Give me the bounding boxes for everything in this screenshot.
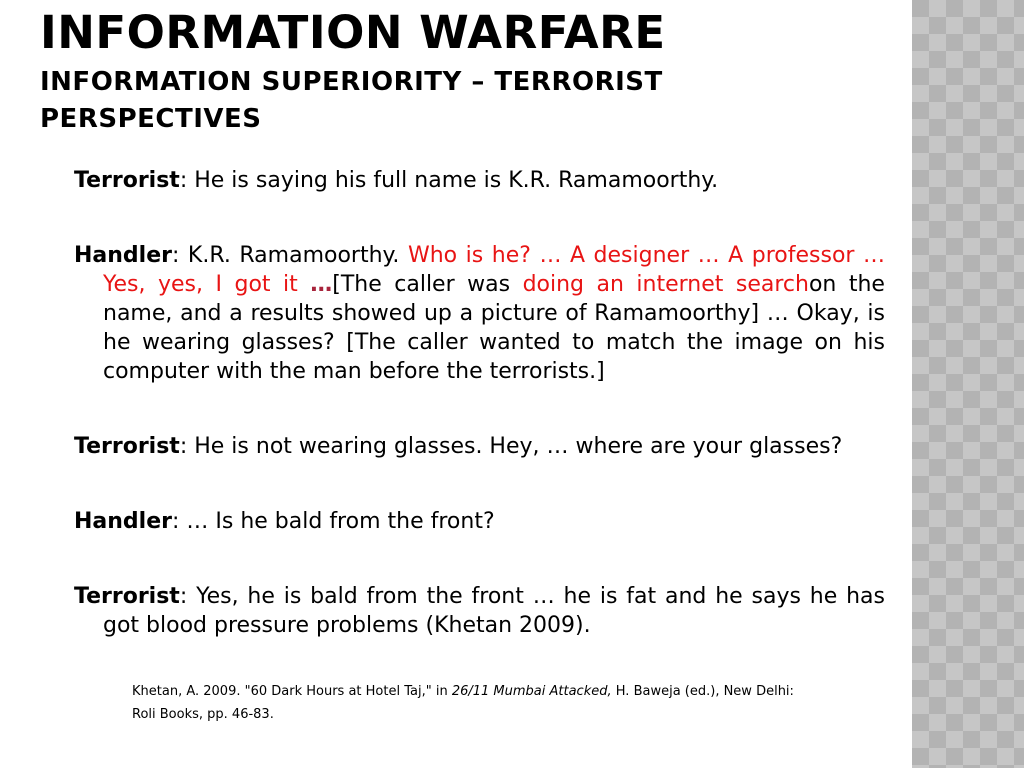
- highlighted-ellipsis: …: [310, 272, 333, 297]
- dialogue-text: : He is not wearing glasses. Hey, … where are your glasses?: [179, 434, 843, 459]
- dialogue-text: on the name, and a results showed up a picture of Ramamoorthy] … Okay, is he wearing glasses? [The caller wanted to match the image on his computer with the man before the terrorists.]: [103, 272, 885, 384]
- dialogue-body: [74, 166, 885, 640]
- reference-citation: [132, 680, 812, 726]
- speaker-label: Handler: [74, 243, 172, 268]
- citation-text: H. Baweja (ed.), New Delhi: Roli Books, pp. 46-83.: [132, 684, 794, 722]
- speaker-label: Terrorist: [74, 584, 180, 609]
- dialogue-line-handler-1: [74, 241, 885, 386]
- decorative-side-band: [912, 0, 1024, 768]
- highlighted-text: doing an internet search: [522, 272, 809, 297]
- dialogue-line-terrorist-1: [74, 166, 885, 195]
- slide-subtitle: INFORMATION SUPERIORITY – TERRORIST PERSPECTIVES: [40, 67, 663, 134]
- speaker-label: Terrorist: [74, 434, 180, 459]
- dialogue-text: : He is saying his full name is K.R. Ramamoorthy.: [179, 168, 719, 193]
- dialogue-text: : K.R. Ramamoorthy.: [171, 243, 408, 268]
- dialogue-line-terrorist-3: [74, 582, 885, 640]
- dialogue-line-terrorist-2: [74, 432, 885, 461]
- highlighted-text: Who is he? … A designer … A professor … Yes, yes, I got it: [103, 243, 885, 297]
- dialogue-line-handler-2: [74, 507, 885, 536]
- citation-book-title: 26/11 Mumbai Attacked,: [451, 684, 612, 699]
- slide-title: INFORMATION WARFARE: [40, 6, 666, 59]
- citation-text: Khetan, A. 2009. "60 Dark Hours at Hotel Taj," in: [132, 684, 452, 699]
- dialogue-text: : Yes, he is bald from the front … he is fat and he says he has got blood pressure problems (Khetan 2009).: [103, 584, 885, 638]
- dialogue-text: : … Is he bald from the front?: [171, 509, 495, 534]
- dialogue-text: [The caller was: [332, 272, 523, 297]
- speaker-label: Terrorist: [74, 168, 180, 193]
- speaker-label: Handler: [74, 509, 172, 534]
